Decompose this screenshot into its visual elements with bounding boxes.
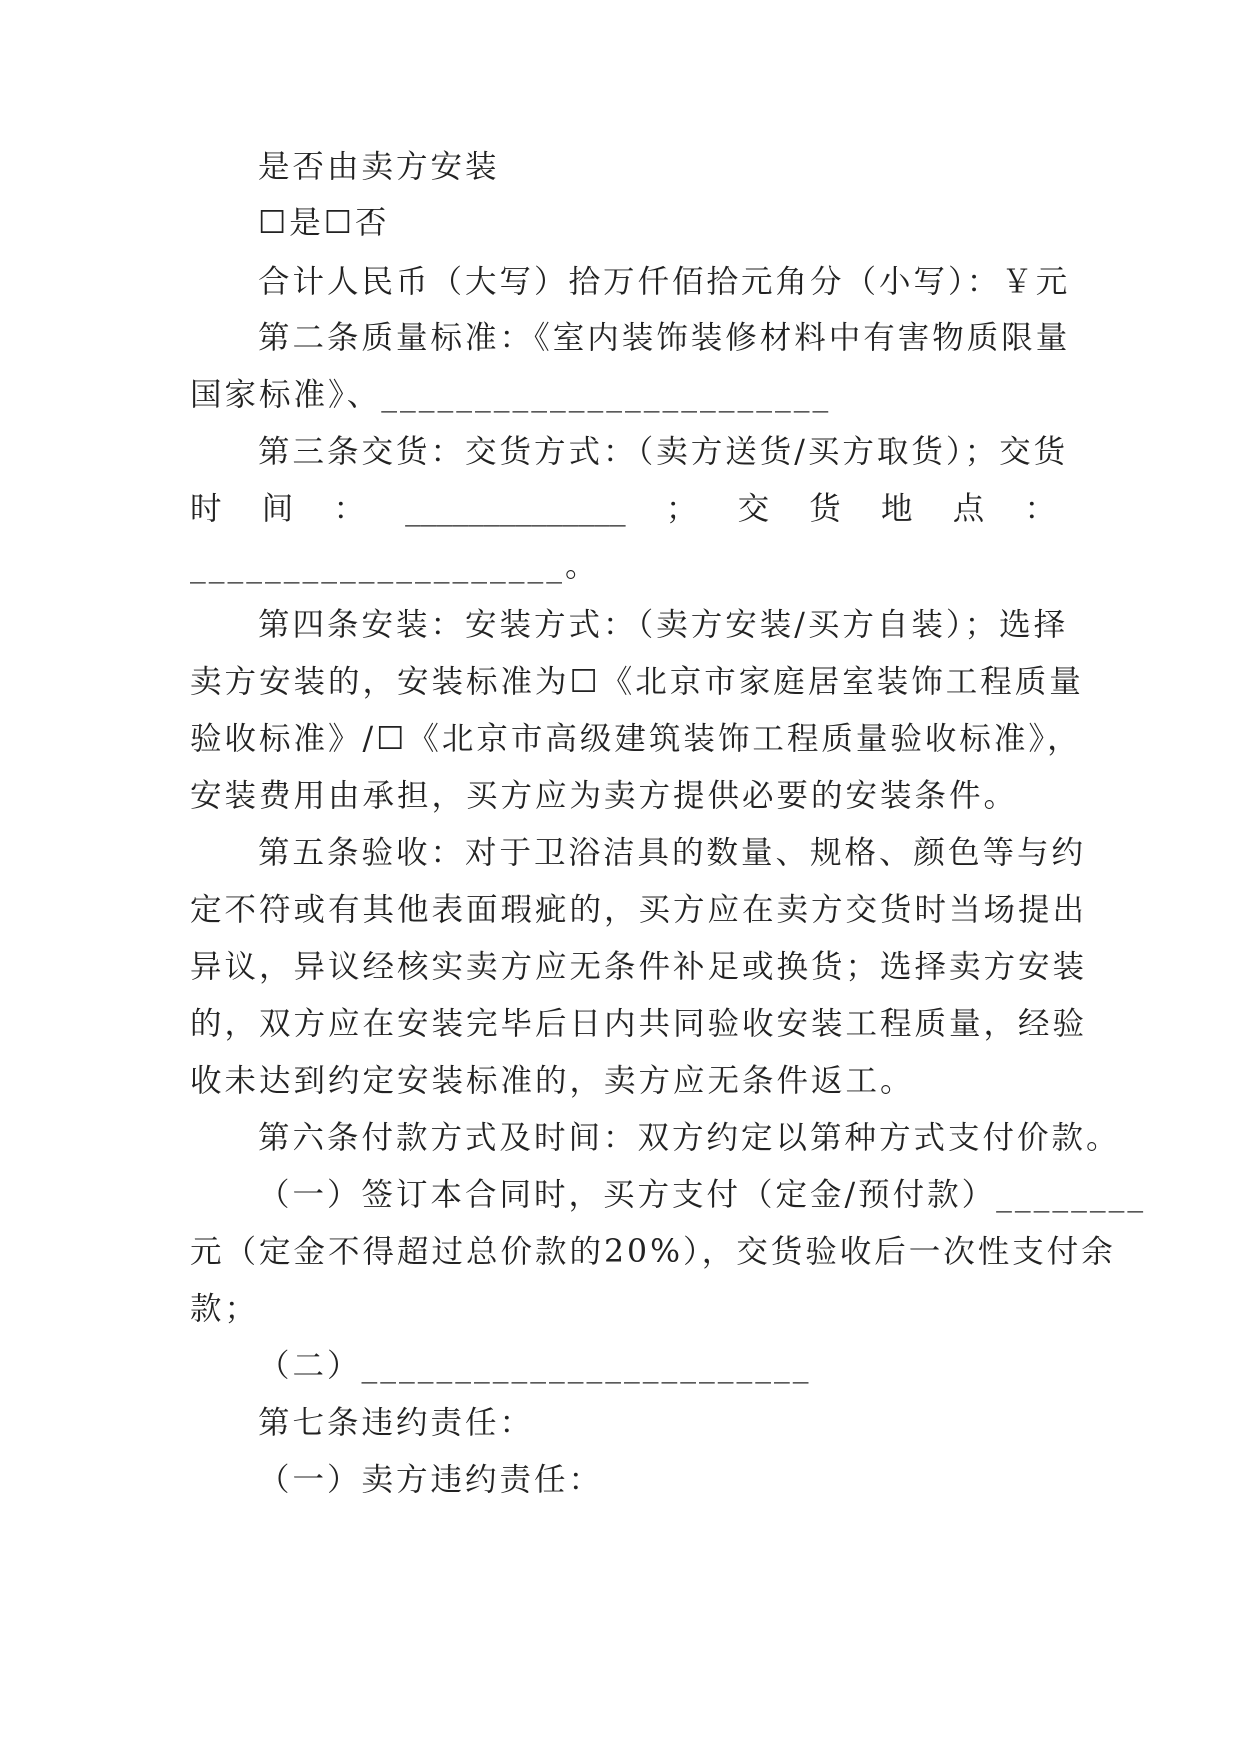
article-5-acceptance-cont1: 定不符或有其他表面瑕疵的，买方应在卖方交货时当场提出	[190, 892, 1088, 928]
text-fragment: 货	[809, 491, 841, 527]
text-fragment: ：	[333, 491, 365, 527]
article-6-payment: 第六条付款方式及时间：双方约定以第种方式支付价款。	[258, 1120, 1121, 1156]
delivery-time-place-line	[190, 489, 1056, 529]
article-5-acceptance-cont3: 的，双方应在安装完毕后日内共同验收安装工程质量，经验	[190, 1006, 1088, 1042]
text-fragment: 地	[881, 491, 913, 527]
article-4-install-cont1: 卖方安装的，安装标准为☐《北京市家庭居室装饰工程质量	[190, 664, 1084, 700]
payment-option-1-end: 款；	[190, 1291, 260, 1327]
article-3-delivery: 第三条交货：交货方式：（卖方送货/买方取货）；交货	[258, 434, 1069, 470]
text-fragment: 间	[261, 491, 294, 527]
article-4-install-cont2: 验收标准》/☐《北京市高级建筑装饰工程质量验收标准》，	[190, 721, 1082, 757]
delivery-time-blank: ______________	[405, 491, 626, 527]
article-2-quality-cont: 国家标准》、________________________	[190, 377, 832, 413]
article-4-install-cont3: 安装费用由承担，买方应为卖方提供必要的安装条件。	[190, 778, 1019, 814]
install-checkbox-options: ☐是☐否	[258, 205, 390, 241]
text-fragment: ：	[1024, 491, 1056, 527]
install-question: 是否由卖方安装	[258, 149, 500, 185]
article-2-quality: 第二条质量标准：《室内装饰装修材料中有害物质限量	[258, 320, 1071, 356]
payment-option-2: （二）________________________	[258, 1348, 812, 1384]
text-fragment: 交	[737, 491, 770, 527]
delivery-place-blank: ____________________。	[190, 548, 600, 584]
text-fragment: 时	[190, 491, 222, 527]
article-5-acceptance: 第五条验收：对于卫浴洁具的数量、规格、颜色等与约	[258, 835, 1087, 871]
seller-liability-heading: （一）卖方违约责任：	[258, 1462, 604, 1498]
text-fragment: 点	[952, 491, 985, 527]
payment-option-1: （一）签订本合同时，买方支付（定金/预付款）________	[258, 1177, 1147, 1213]
article-4-install: 第四条安装：安装方式：（卖方安装/买方自装）；选择	[258, 607, 1069, 643]
article-5-acceptance-cont4: 收未达到约定安装标准的，卖方应无条件返工。	[190, 1063, 915, 1099]
payment-option-1-cont: 元（定金不得超过总价款的20%），交货验收后一次性支付余	[190, 1234, 1116, 1270]
total-price-line: 合计人民币（大写）拾万仟佰拾元角分（小写）：￥元	[258, 264, 1071, 300]
article-7-liability: 第七条违约责任：	[258, 1405, 535, 1441]
article-5-acceptance-cont2: 异议，异议经核实卖方应无条件补足或换货；选择卖方安装	[190, 949, 1088, 985]
text-fragment: ；	[665, 491, 698, 527]
